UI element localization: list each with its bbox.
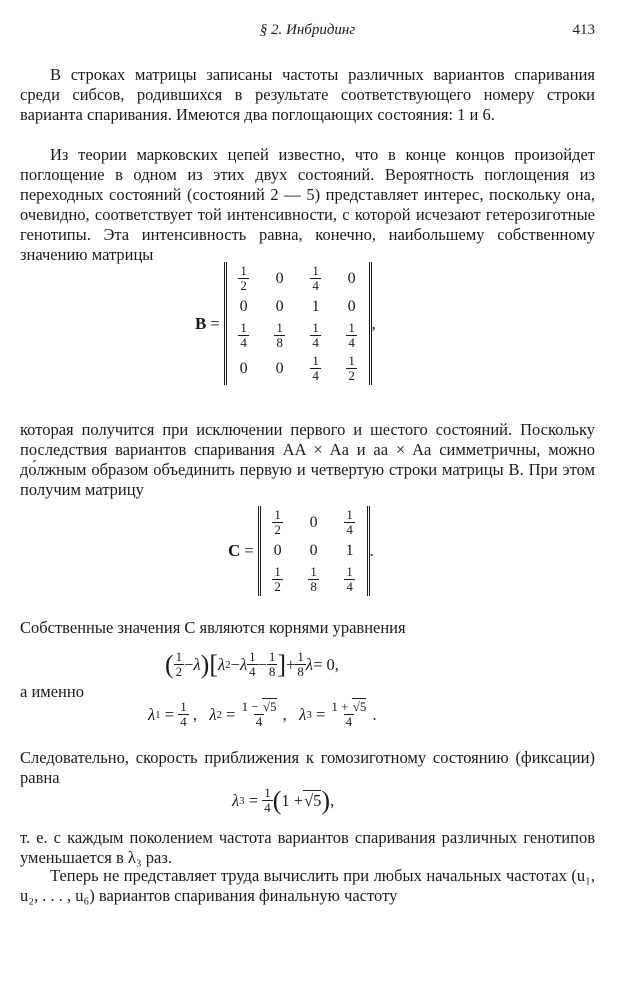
matrix-b-equation	[195, 262, 376, 385]
matrix-cell: $\frac{1}{2}$	[240, 263, 247, 293]
matrix-c-label: C	[228, 541, 241, 560]
matrix-cell: 0	[275, 359, 284, 377]
matrix-cell: $\frac{1}{2}$	[274, 507, 281, 537]
comma: ,	[371, 313, 376, 333]
matrix-cell: $\frac{1}{4}$	[312, 353, 319, 383]
rate-equation: λ 3 = $\frac{1}{4}$ ( 1 + √5 ) ,	[232, 785, 335, 815]
equals-sign: =	[210, 313, 220, 333]
eigenvalues-equation: λ 1 = $\frac{1}{4}$ , λ 2 = $\frac{1 - √5}{4}$ , λ 3 = $\frac{1 + √5}{4}$ .	[148, 699, 377, 729]
paragraph-2: Из теории марковских цепей известно, что в конце концов произойдет поглощение в одном из этих двух состояний. Вероятность поглощения из переходных состояний (состояний 2 — 5) представляет интерес, поскольку она, очевидно, соответствует той интенсивности, с которой исчезают гетерозиготные генотипы. Эта интенсивность равна, конечно, наибольшему собственному значению матрицы	[20, 145, 595, 264]
matrix-cell: 0	[275, 298, 284, 315]
matrix-cell: 0	[239, 359, 248, 377]
running-title: § 2. Инбридинг	[259, 22, 356, 38]
matrix-b-label: B	[195, 313, 207, 333]
paragraph-4: Собственные значения C являются корнями уравнения	[20, 618, 406, 637]
matrix-cell: $\frac{1}{8}$	[310, 564, 317, 594]
matrix-cell: $\frac{1}{8}$	[276, 320, 283, 350]
period: .	[369, 541, 374, 560]
matrix-cell: $\frac{1}{4}$	[346, 564, 353, 594]
paragraph-1: В строках матрицы записаны частоты различных вариантов спаривания среди сибсов, родившихся в результате соответствующего номеру строки варианта спаривания. Имеются два поглощающих состояния: 1 и 6.	[20, 65, 595, 124]
paragraph-3: которая получится при исключении первого и шестого состояний. Поскольку последствия вариантов спаривания AA × Aa и aa × Aa симметричны, можно до́лжным образом объединить первую и четвертую строки матрицы B. При этом получим матрицу	[20, 420, 595, 499]
matrix-cell: $\frac{1}{4}$	[312, 263, 319, 293]
matrix-cell: 0	[347, 298, 356, 315]
matrix-c-equation	[228, 506, 374, 596]
matrix-cell: 1	[345, 542, 354, 559]
matrix-cell: $\frac{1}{4}$	[240, 320, 247, 350]
matrix-cell: 0	[273, 542, 282, 559]
page-number: 413	[572, 22, 595, 38]
characteristic-equation: ( $\frac{1}{2}$ − λ ) [ λ 2 − λ $\frac{1}{4}$ − $\frac{1}{8}$ ] + $\frac{1}{8}$ λ = 0,	[165, 649, 339, 679]
matrix-cell: $\frac{1}{4}$	[346, 507, 353, 537]
matrix-cell: $\frac{1}{4}$	[348, 320, 355, 350]
matrix-c	[258, 506, 370, 596]
page-header	[20, 22, 595, 46]
matrix-cell: 0	[239, 298, 248, 315]
matrix-cell: 0	[309, 513, 318, 531]
matrix-cell: 1	[311, 298, 320, 315]
matrix-cell: 0	[309, 542, 318, 559]
matrix-cell: 0	[275, 269, 284, 287]
matrix-b	[224, 262, 372, 385]
matrix-cell: $\frac{1}{2}$	[348, 353, 355, 383]
matrix-cell: $\frac{1}{4}$	[312, 320, 319, 350]
paragraph-6: Следовательно, скорость приближения к гомозиготному состоянию (фиксации) равна	[20, 748, 595, 787]
paragraph-8: Теперь не представляет труда вычислить при любых начальных частотах (u₁, u₂, . . . , u₆) вариантов спаривания финальную частоту	[20, 866, 595, 905]
paragraph-5: а именно	[20, 682, 84, 701]
equals-sign: =	[244, 541, 254, 560]
matrix-cell: $\frac{1}{2}$	[274, 564, 281, 594]
paragraph-7: т. е. с каждым поколением частота вариантов спаривания различных генотипов уменьшается в λ₃ раз.	[20, 828, 595, 867]
matrix-cell: 0	[347, 269, 356, 287]
